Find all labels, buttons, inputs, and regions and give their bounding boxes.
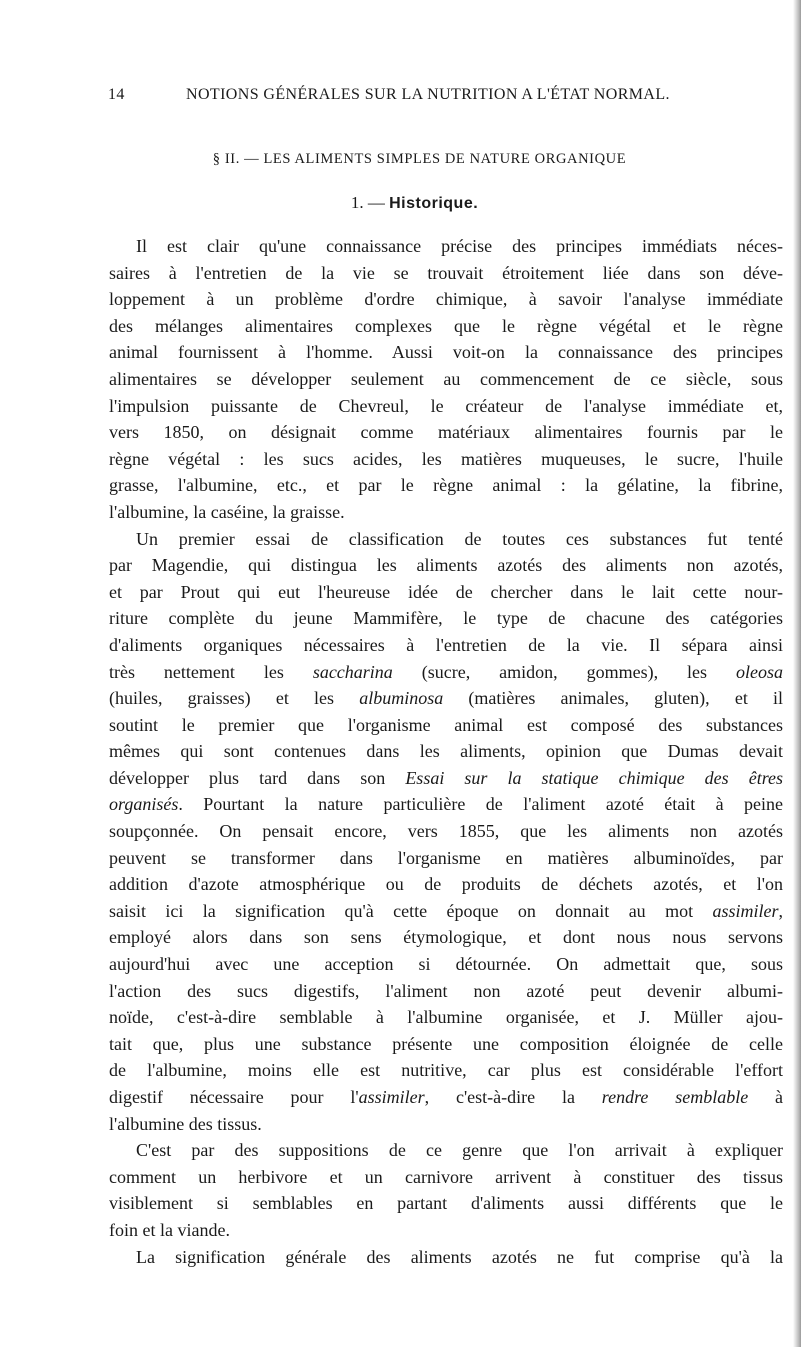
- italic-term: assimiler: [712, 900, 779, 921]
- italic-title: Essai sur la statique chimique des êtres: [405, 767, 783, 788]
- text-line: [109, 765, 783, 792]
- text-line: aujourd'hui avec une acception si détournée. On admettait que, sous: [109, 954, 783, 975]
- text-line: vers 1850, on désignait comme matériaux alimentaires fournis par le: [109, 422, 783, 443]
- italic-term: albuminosa: [359, 688, 444, 709]
- section-title: § II. — LES ALIMENTS SIMPLES DE NATURE ORGANIQUE: [212, 151, 627, 167]
- text-line: l'albumine, la caséine, la graisse.: [109, 501, 345, 522]
- text-line: grasse, l'albumine, etc., et par le règne animal : la gélatine, la fibrine,: [109, 475, 783, 496]
- subsection-heading: [0, 193, 801, 213]
- text-run: (huiles, graisses) et les: [109, 688, 334, 709]
- italic-term: oleosa: [736, 661, 783, 682]
- text-line: animal fournissent à l'homme. Aussi voit-on la connaissance des principes: [109, 342, 783, 363]
- text-line: C'est par des suppositions de ce genre que l'on arrivait à expliquer: [136, 1140, 783, 1161]
- text-run: très nettement les: [109, 661, 284, 682]
- text-line: alimentaires se développer seulement au commencement de ce siècle, sous: [109, 368, 783, 389]
- text-line: addition d'azote atmosphérique ou de produits de déchets azotés, et l'on: [109, 874, 783, 895]
- text-line: l'action des sucs digestifs, l'aliment non azoté peut devenir albumi-: [109, 980, 783, 1001]
- page-edge-shadow: [793, 0, 801, 1347]
- text-line: loppement à un problème d'ordre chimique, à savoir l'analyse immédiate: [109, 289, 783, 310]
- text-line: [109, 685, 783, 712]
- text-line: [109, 659, 783, 686]
- body-text: [109, 233, 783, 1270]
- text-line: et par Prout qui eut l'heureuse idée de chercher dans le lait cette nour-: [109, 581, 783, 602]
- text-line: [109, 898, 783, 925]
- italic-term: saccharina: [312, 661, 393, 682]
- text-run: saisit ici la signification qu'à cette époque on donnait au mot: [109, 900, 694, 921]
- text-line: La signification générale des aliments azotés ne fut comprise qu'à la: [136, 1246, 783, 1267]
- text-line: foin et la viande.: [109, 1219, 230, 1240]
- text-line: par Magendie, qui distingua les aliments azotés des aliments non azotés,: [109, 555, 783, 576]
- text-line: de l'albumine, moins elle est nutritive, car plus est considérable l'effort: [109, 1060, 783, 1081]
- running-head: [108, 86, 768, 110]
- text-line: d'aliments organiques nécessaires à l'entretien de la vie. Il sépara ainsi: [109, 634, 783, 655]
- text-line: tait que, plus une substance présente une composition éloignée de celle: [109, 1033, 783, 1054]
- text-run: . Pourtant la nature particulière de l'aliment azoté était à peine: [178, 794, 783, 815]
- text-line: l'albumine des tissus.: [109, 1113, 262, 1134]
- text-line: riture complète du jeune Mammifère, le type de chacune des catégories: [109, 608, 783, 629]
- subsection-title: Historique.: [389, 195, 479, 212]
- text-run: (sucre, amidon, gommes), les: [421, 661, 708, 682]
- page-number: 14: [108, 86, 125, 103]
- italic-term: rendre semblable: [601, 1087, 749, 1107]
- text-line: mêmes qui sont contenues dans les aliments, opinion que Dumas devait: [109, 741, 783, 762]
- text-run: l': [350, 1087, 359, 1107]
- text-line: employé alors dans son sens étymologique, et dont nous nous servons: [109, 927, 783, 948]
- text-run: ,: [778, 900, 783, 921]
- text-run: digestif nécessaire pour: [109, 1087, 324, 1107]
- text-run: développer plus tard dans son: [109, 767, 386, 788]
- text-line: [109, 791, 783, 818]
- italic-title: organisés: [109, 794, 179, 815]
- text-line: Il est clair qu'une connaissance précise des principes immédiats néces-: [136, 236, 783, 256]
- text-line: des mélanges alimentaires complexes que le règne végétal et le règne: [109, 315, 783, 336]
- subsection-number: 1. —: [350, 193, 385, 212]
- text-line: noïde, c'est-à-dire semblable à l'albumine organisée, et J. Müller ajou-: [109, 1007, 783, 1028]
- text-line: règne végétal : les sucs acides, les matières muqueuses, le sucre, l'huile: [109, 448, 783, 469]
- text-line: Un premier essai de classification de toutes ces substances fut tenté: [136, 528, 783, 549]
- text-line: peuvent se transformer dans l'organisme en matières albuminoïdes, par: [109, 847, 783, 868]
- text-line: comment un herbivore et un carnivore arrivent à constituer des tissus: [109, 1166, 783, 1187]
- text-line: visiblement si semblables en partant d'aliments aussi différents que le: [109, 1193, 783, 1214]
- text-line: l'impulsion puissante de Chevreul, le créateur de l'analyse immédiate et,: [109, 395, 783, 416]
- text-line: saires à l'entretien de la vie se trouvait étroitement liée dans son déve-: [109, 262, 783, 283]
- text-run: à: [775, 1087, 783, 1107]
- text-line: [109, 1084, 783, 1111]
- text-line: soupçonnée. On pensait encore, vers 1855, que les aliments non azotés: [109, 821, 783, 842]
- text-run: (matières animales, gluten), et il: [468, 688, 783, 709]
- text-run: , c'est-à-dire la: [424, 1087, 575, 1107]
- running-title: NOTIONS GÉNÉRALES SUR LA NUTRITION A L'ÉTAT NORMAL.: [186, 86, 670, 103]
- text-line: soutint le premier que l'organisme animal est composé des substances: [109, 714, 783, 735]
- italic-term: assimiler: [358, 1087, 425, 1107]
